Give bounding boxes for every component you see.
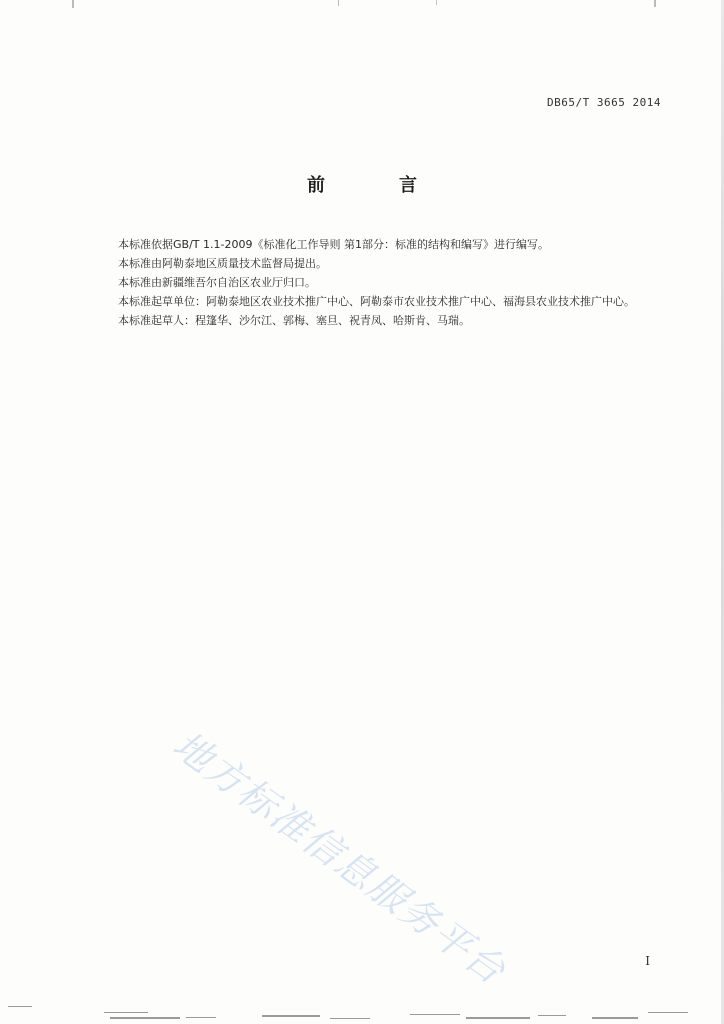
paragraph-drafting-units: 本标准起草单位：阿勒泰地区农业技术推广中心、阿勒泰市农业技术推广中心、福海县农业技术推广中心。 <box>118 295 635 308</box>
scan-noise-top <box>0 0 724 12</box>
paragraph-drafters: 本标准起草人：程篷华、沙尔江、郭梅、塞旦、祝青凤、哈斯肯、马瑞。 <box>118 314 470 327</box>
paragraph-basis: 本标准依据GB/T 1.1-2009《标准化工作导则 第1部分：标准的结构和编写》进行编写。 <box>118 238 549 251</box>
paragraph-proposer: 本标准由阿勒泰地区质量技术监督局提出。 <box>118 257 327 270</box>
paragraph-administrator: 本标准由新疆维吾尔自治区农业厅归口。 <box>118 276 316 289</box>
watermark: 地方标准信息服务平台 <box>165 722 515 994</box>
page-number: I <box>645 954 650 968</box>
foreword-body <box>94 235 662 330</box>
standard-code: DB65/T 3665 2014 <box>547 96 661 109</box>
page-title: 前 言 <box>307 175 445 196</box>
scan-noise-bottom <box>0 984 724 1024</box>
